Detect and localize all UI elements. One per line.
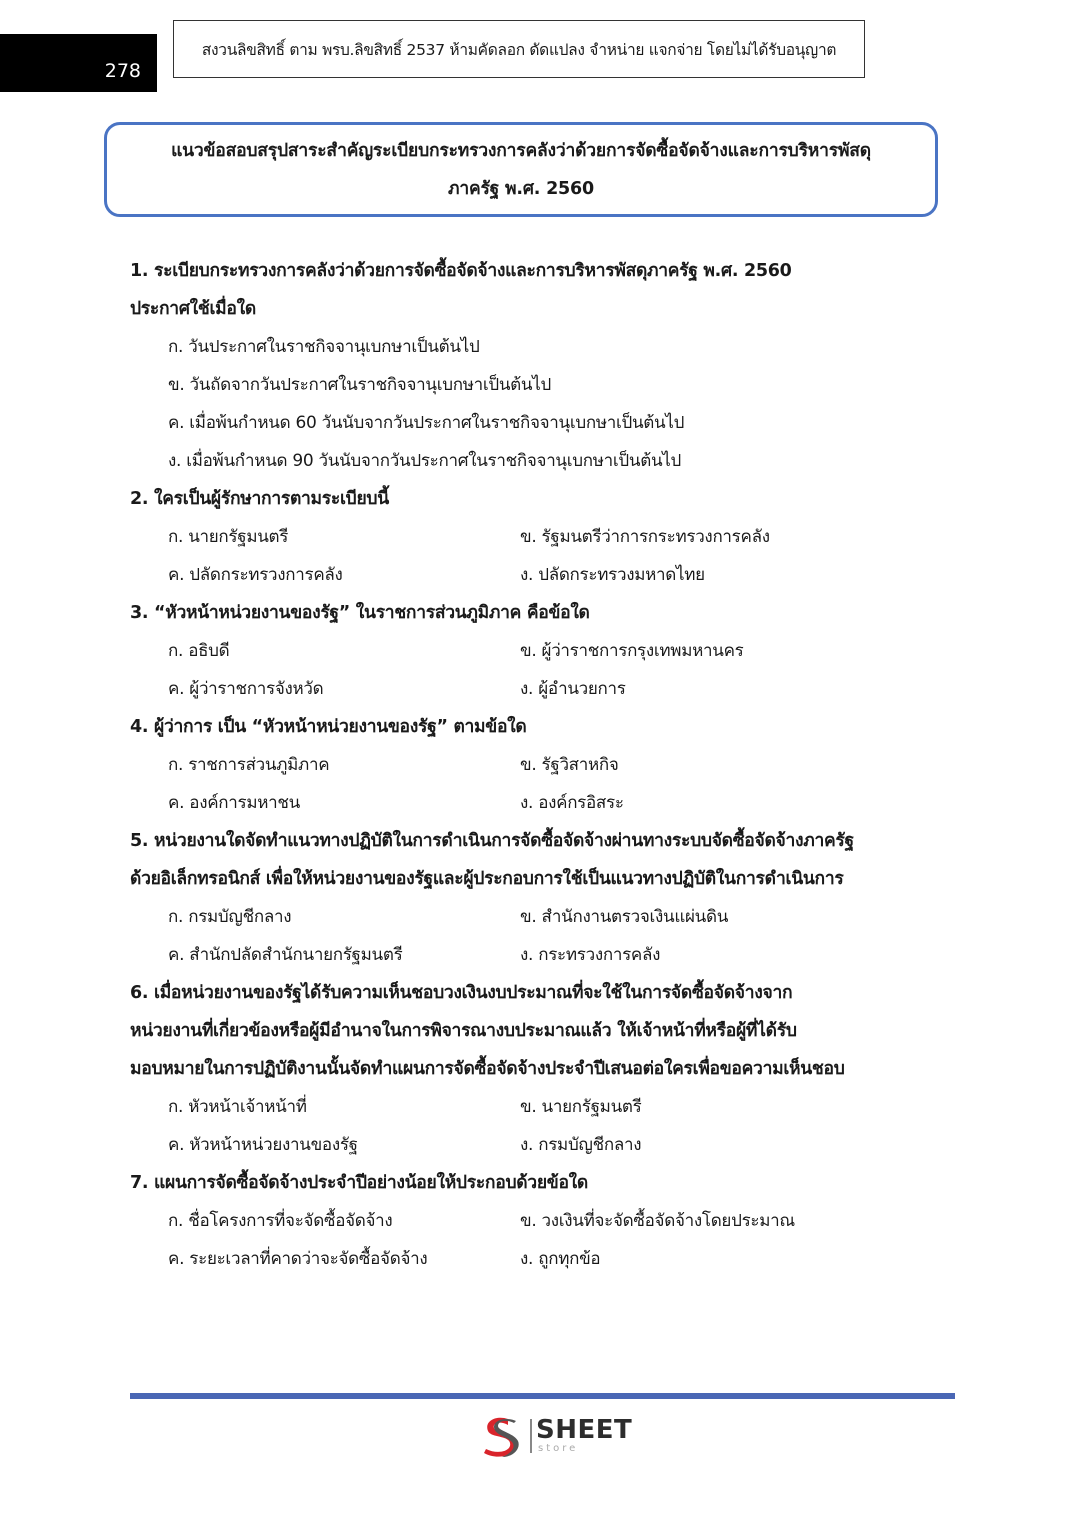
option-a: ก. หัวหน้าเจ้าหน้าที่ — [168, 1097, 307, 1117]
question-3 — [130, 594, 930, 708]
title-line-1: แนวข้อสอบสรุปสาระสำคัญระเบียบกระทรวงการคลังว่าด้วยการจัดซื้อจัดจ้างและการบริหารพัสดุ — [171, 141, 871, 161]
question-6 — [130, 974, 930, 1164]
option-d: ง. ผู้อำนวยการ — [520, 679, 626, 699]
option-c: ค. สำนักปลัดสำนักนายกรัฐมนตรี — [168, 945, 403, 965]
question-4 — [130, 708, 930, 822]
question-text: 5. หน่วยงานใดจัดทำแนวทางปฏิบัติในการดำเนินการจัดซื้อจัดจ้างผ่านทางระบบจัดซื้อจัดจ้างภาครัฐ — [130, 831, 854, 851]
option-d: ง. กรมบัญชีกลาง — [520, 1135, 642, 1155]
option-c: ค. หัวหน้าหน่วยงานของรัฐ — [168, 1135, 358, 1155]
option-a: ก. กรมบัญชีกลาง — [168, 907, 292, 927]
option-b: ข. ผู้ว่าราชการกรุงเทพมหานคร — [520, 641, 744, 661]
question-text: ด้วยอิเล็กทรอนิกส์ เพื่อให้หน่วยงานของรัฐและผู้ประกอบการใช้เป็นแนวทางปฏิบัติในการดำเนินการ — [130, 869, 844, 889]
question-text: มอบหมายในการปฏิบัติงานนั้นจัดทำแผนการจัดซื้อจัดจ้างประจำปีเสนอต่อใครเพื่อขอความเห็นชอบ — [130, 1059, 845, 1079]
option-a: ก. วันประกาศในราชกิจจานุเบกษาเป็นต้นไป — [168, 337, 480, 357]
option-b: ข. นายกรัฐมนตรี — [520, 1097, 642, 1117]
option-b: ข. วันถัดจากวันประกาศในราชกิจจานุเบกษาเป็นต้นไป — [168, 375, 551, 395]
question-2 — [130, 480, 930, 594]
question-text: 3. “หัวหน้าหน่วยงานของรัฐ” ในราชการส่วนภูมิภาค คือข้อใด — [130, 603, 590, 623]
logo-text: SHEET — [536, 1415, 633, 1445]
question-text: 2. ใครเป็นผู้รักษาการตามระเบียบนี้ — [130, 489, 389, 509]
option-c: ค. ปลัดกระทรวงการคลัง — [168, 565, 343, 585]
option-c: ค. ระยะเวลาที่คาดว่าจะจัดซื้อจัดจ้าง — [168, 1249, 428, 1269]
option-b: ข. รัฐมนตรีว่าการกระทรวงการคลัง — [520, 527, 770, 547]
option-d: ง. องค์กรอิสระ — [520, 793, 624, 813]
option-a: ก. นายกรัฐมนตรี — [168, 527, 289, 547]
question-1 — [130, 252, 930, 480]
question-7 — [130, 1164, 930, 1278]
footer-divider — [130, 1393, 955, 1399]
sheet-store-s-logo-icon — [478, 1413, 526, 1459]
question-text: 7. แผนการจัดซื้อจัดจ้างประจำปีอย่างน้อยให้ประกอบด้วยข้อใด — [130, 1173, 588, 1193]
option-a: ก. ราชการส่วนภูมิภาค — [168, 755, 330, 775]
question-list — [130, 252, 930, 1278]
option-c: ค. องค์การมหาชน — [168, 793, 300, 813]
title-box — [104, 122, 938, 217]
logo-subtext: store — [538, 1443, 579, 1454]
option-b: ข. รัฐวิสาหกิจ — [520, 755, 619, 775]
question-text: ประกาศใช้เมื่อใด — [130, 299, 256, 319]
question-text: หน่วยงานที่เกี่ยวข้องหรือผู้มีอำนาจในการพิจารณางบประมาณแล้ว ให้เจ้าหน้าที่หรือผู้ที่ได้รับ — [130, 1021, 797, 1041]
question-text: 1. ระเบียบกระทรวงการคลังว่าด้วยการจัดซื้อจัดจ้างและการบริหารพัสดุภาครัฐ พ.ศ. 2560 — [130, 261, 792, 281]
option-b: ข. วงเงินที่จะจัดซื้อจัดจ้างโดยประมาณ — [520, 1211, 795, 1231]
option-c: ค. เมื่อพ้นกำหนด 60 วันนับจากวันประกาศในราชกิจจานุเบกษาเป็นต้นไป — [168, 413, 685, 433]
question-text: 6. เมื่อหน่วยงานของรัฐได้รับความเห็นชอบวงเงินงบประมาณที่จะใช้ในการจัดซื้อจัดจ้างจาก — [130, 983, 793, 1003]
logo-divider — [530, 1419, 532, 1453]
page-number: 278 — [0, 34, 157, 92]
option-d: ง. ปลัดกระทรวงมหาดไทย — [520, 565, 705, 585]
sheet-store-logo — [478, 1413, 633, 1459]
copyright-notice: สงวนลิขสิทธิ์ ตาม พรบ.ลิขสิทธิ์ 2537 ห้ามคัดลอก ดัดแปลง จำหน่าย แจกจ่าย โดยไม่ได้รับอนุญาต — [173, 20, 865, 78]
option-a: ก. อธิบดี — [168, 641, 230, 661]
option-c: ค. ผู้ว่าราชการจังหวัด — [168, 679, 324, 699]
question-text: 4. ผู้ว่าการ เป็น “หัวหน้าหน่วยงานของรัฐ” ตามข้อใด — [130, 717, 527, 737]
option-d: ง. เมื่อพ้นกำหนด 90 วันนับจากวันประกาศในราชกิจจานุเบกษาเป็นต้นไป — [168, 451, 682, 471]
title-line-2: ภาครัฐ พ.ศ. 2560 — [448, 179, 594, 199]
question-5 — [130, 822, 930, 974]
option-a: ก. ชื่อโครงการที่จะจัดซื้อจัดจ้าง — [168, 1211, 393, 1231]
option-b: ข. สำนักงานตรวจเงินแผ่นดิน — [520, 907, 729, 927]
option-d: ง. กระทรวงการคลัง — [520, 945, 661, 965]
option-d: ง. ถูกทุกข้อ — [520, 1249, 601, 1269]
